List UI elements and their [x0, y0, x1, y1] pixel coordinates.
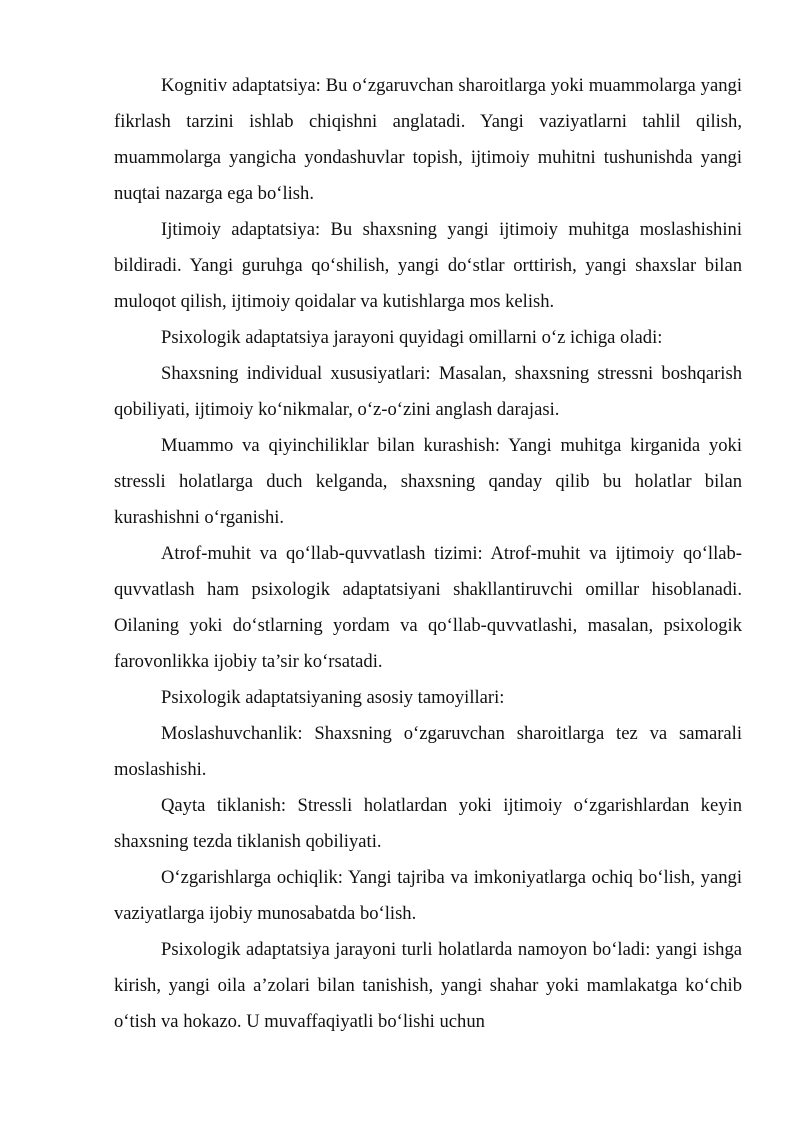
paragraph-manifestation: Psixologik adaptatsiya jarayoni turli holatlarda namoyon bo‘ladi: yangi ishga kirish, yangi oila a’zolari bilan tanishish, yangi shahar yoki mamlakatga ko‘chib o‘tish va hokazo. U muvaffaqiyatli bo‘lishi uchun — [114, 939, 742, 1032]
paragraph-cognitive-adaptation: Kognitiv adaptatsiya: Bu o‘zgaruvchan sharoitlarga yoki muammolarga yangi fikrlash tarzini ishlab chiqishni anglatadi. Yangi vaziyatlarni tahlil qilish, muammolarga yangicha yondashuvlar topish, ijtimoiy muhitni tushunishda yangi nuqtai nazarga ega bo‘lish. — [114, 75, 742, 204]
paragraph-factors-intro: Psixologik adaptatsiya jarayoni quyidagi omillarni o‘z ichiga oladi: — [161, 327, 663, 348]
paragraph-recovery: Qayta tiklanish: Stressli holatlardan yoki ijtimoiy o‘zgarishlardan keyin shaxsning tezda tiklanish qobiliyati. — [114, 795, 742, 852]
paragraph-principles-intro: Psixologik adaptatsiyaning asosiy tamoyillari: — [161, 687, 505, 708]
paragraph-individual-traits: Shaxsning individual xususiyatlari: Masalan, shaxsning stressni boshqarish qobiliyati, ijtimoiy ko‘nikmalar, o‘z-o‘zini anglash darajasi. — [114, 363, 742, 420]
document-page — [114, 68, 742, 1040]
paragraph-coping: Muammo va qiyinchiliklar bilan kurashish: Yangi muhitga kirganida yoki stressli holatlarga duch kelganda, shaxsning qanday qilib bu holatlar bilan kurashishni o‘rganishi. — [114, 435, 742, 528]
paragraph-flexibility: Moslashuvchanlik: Shaxsning o‘zgaruvchan sharoitlarga tez va samarali moslashishi. — [114, 723, 742, 780]
paragraph-social-adaptation: Ijtimoiy adaptatsiya: Bu shaxsning yangi ijtimoiy muhitga moslashishini bildiradi. Yangi guruhga qo‘shilish, yangi do‘stlar orttirish, yangi shaxslar bilan muloqot qilish, ijtimoiy qoidalar va kutishlarga mos kelish. — [114, 219, 742, 312]
paragraph-openness: O‘zgarishlarga ochiqlik: Yangi tajriba va imkoniyatlarga ochiq bo‘lish, yangi vaziyatlarga ijobiy munosabatda bo‘lish. — [114, 867, 742, 924]
paragraph-support-system: Atrof-muhit va qo‘llab-quvvatlash tizimi: Atrof-muhit va ijtimoiy qo‘llab-quvvatlash ham psixologik adaptatsiyani shakllantiruvchi omillar hisoblanadi. Oilaning yoki do‘stlarning yordam va qo‘llab-quvvatlashi, masalan, psixologik farovonlikka ijobiy ta’sir ko‘rsatadi. — [114, 543, 742, 672]
